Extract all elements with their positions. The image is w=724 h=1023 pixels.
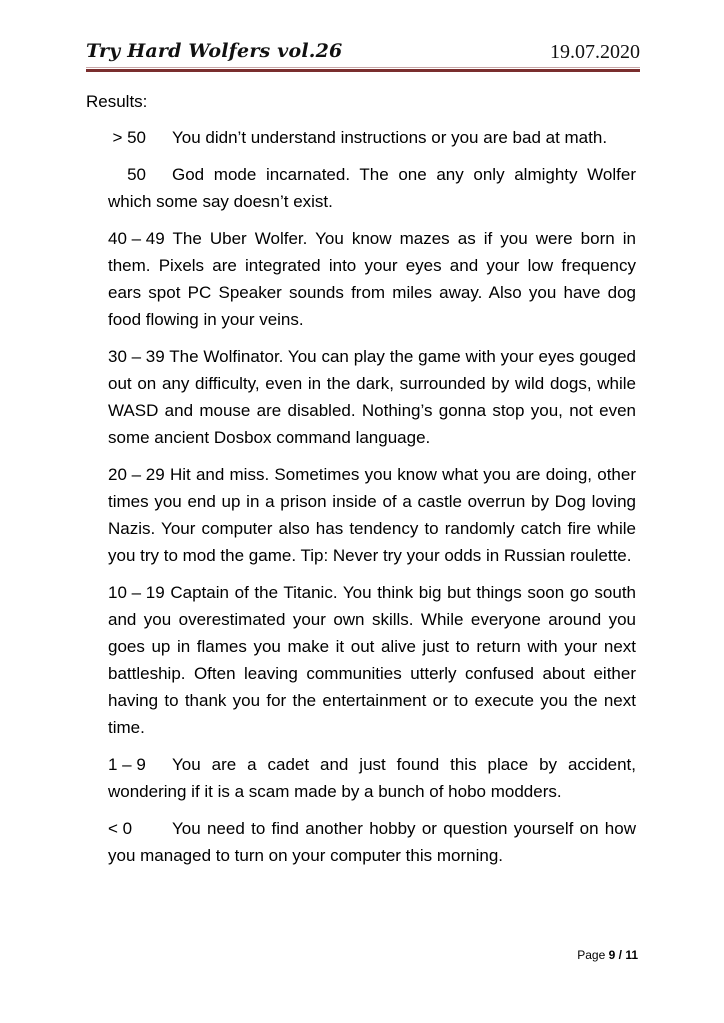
result-description: The Wolfinator. You can play the game with your eyes gouged out on any difficulty, even in the dark, surrounded by wild dogs, while WASD and mouse are disabled. Nothing’s gonna stop you, not even some ancient Dosbox command language. [108, 347, 636, 447]
result-description: Captain of the Titanic. You think big but things soon go south and you overestimated your own skills. While everyone around you goes up in flames you make it out alive just to return with your next battleship. Often leaving communities utterly confused about either having to thank you for the entertainment or to execute you the next time. [108, 583, 636, 737]
score-range: 1 – 9 [108, 755, 146, 774]
results-section [86, 88, 636, 879]
result-entry [108, 461, 636, 569]
result-description: You didn’t understand instructions or you are bad at math. [172, 128, 608, 147]
result-description: God mode incarnated. The one any only almighty Wolfer which some say doesn’t exist. [108, 165, 636, 211]
result-entry [108, 161, 636, 215]
result-entry [108, 343, 636, 451]
score-range: > 50 [112, 128, 146, 147]
page-label: Page [577, 948, 606, 962]
result-entry [108, 751, 636, 805]
page-current: 9 [608, 948, 616, 962]
result-description: You need to find another hobby or question yourself on how you managed to turn on your computer this morning. [108, 819, 636, 865]
page-total: 11 [625, 948, 638, 962]
result-entry [108, 225, 636, 333]
score-range: 10 – 19 [108, 583, 165, 602]
result-entry [108, 124, 636, 151]
page-separator: / [618, 948, 622, 962]
score-range: 50 [127, 165, 146, 184]
score-range: 40 – 49 [108, 229, 165, 248]
header-rule-thin [86, 67, 640, 68]
score-range: 20 – 29 [108, 465, 165, 484]
results-heading: Results: [86, 92, 148, 111]
issue-date: 19.07.2020 [550, 41, 640, 63]
result-description: Hit and miss. Sometimes you know what you are doing, other times you end up in a prison inside of a castle overrun by Dog loving Nazis. Your computer also has tendency to randomly catch fire while you try to mod the game. Tip: Never try your odds in Russian roulette. [108, 465, 636, 565]
result-entry [108, 579, 636, 741]
result-description: You are a cadet and just found this place by accident, wondering if it is a scam made by a bunch of hobo modders. [108, 755, 636, 801]
score-range: 30 – 39 [108, 347, 165, 366]
page-header [86, 40, 640, 66]
score-range: < 0 [108, 819, 133, 838]
page-number [577, 948, 638, 962]
header-rule-thick [86, 69, 640, 72]
result-description: The Uber Wolfer. You know mazes as if you were born in them. Pixels are integrated into your eyes and your low frequency ears spot PC Speaker sounds from miles away. Also you have dog food flowing in your veins. [108, 229, 637, 329]
result-entry [108, 815, 636, 869]
newsletter-title: Try Hard Wolfers vol.26 [86, 40, 343, 62]
